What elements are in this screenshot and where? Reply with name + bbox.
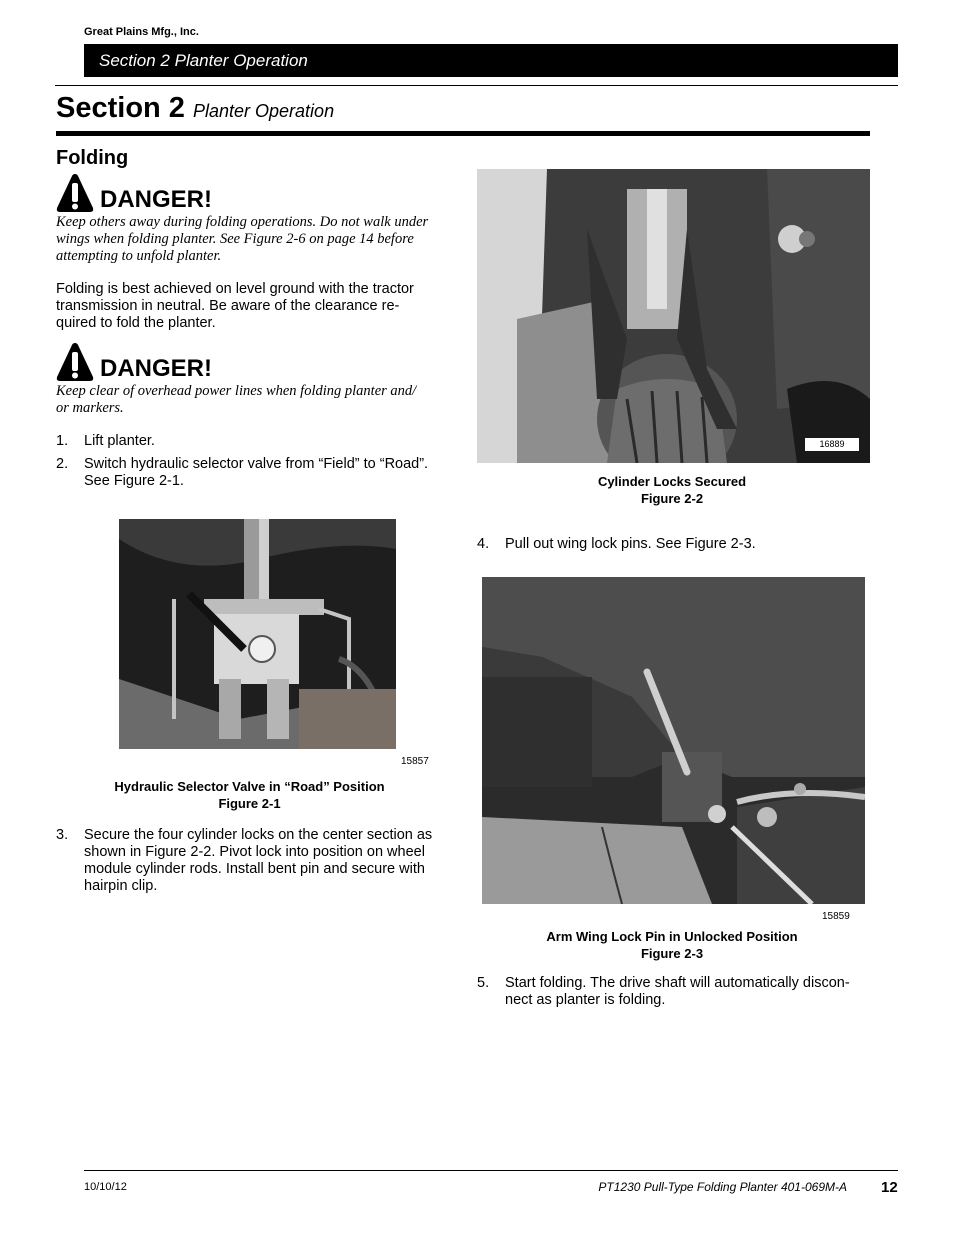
step-2: [56, 456, 456, 490]
paragraph-line: transmission in neutral. Be aware of the clearance re-: [56, 298, 400, 314]
footer-document-id: PT1230 Pull-Type Folding Planter 401-069M-A: [598, 1180, 847, 1194]
figure-2-1-photo: [119, 519, 396, 749]
step-5: [477, 975, 877, 1009]
figure-caption-label: Figure 2-2: [640, 491, 704, 506]
step-text-line: shown in Figure 2-2. Pivot lock into position on wheel: [84, 844, 425, 860]
warning-icon: [56, 173, 94, 213]
footer-date: 10/10/12: [84, 1181, 127, 1193]
step-text-line: module cylinder rods. Install bent pin and secure with: [84, 861, 425, 877]
figure-2-3-caption: [477, 928, 867, 962]
step-1: [56, 433, 456, 450]
page-title-main: Section 2: [56, 92, 185, 124]
danger-text-2: [56, 383, 448, 417]
danger-text-1-line: wings when folding planter. See Figure 2-6 on page 14 before: [56, 231, 414, 247]
danger-text-1-line: Keep others away during folding operations. Do not walk under: [56, 214, 429, 230]
danger-label-1: DANGER!: [100, 186, 212, 213]
folding-heading: Folding: [56, 147, 129, 169]
danger-text-2-line: or markers.: [56, 400, 124, 416]
paragraph-line: quired to fold the planter.: [56, 315, 216, 331]
danger-text-1-line: attempting to unfold planter.: [56, 248, 222, 264]
figure-caption-title: Cylinder Locks Secured: [597, 474, 747, 489]
danger-text-1: [56, 214, 448, 265]
header-rule: [55, 85, 898, 86]
title-rule: [56, 131, 870, 136]
company-name: Great Plains Mfg., Inc.: [84, 26, 199, 38]
step-number: 3.: [56, 827, 69, 843]
footer-rule: [84, 1170, 898, 1171]
step-text-line: Start folding. The drive shaft will automatically discon-: [505, 975, 850, 991]
figure-caption-label: Figure 2-3: [640, 946, 704, 961]
step-text: [84, 827, 432, 895]
step-text: [505, 975, 850, 1009]
step-text-line: nect as planter is folding.: [505, 992, 666, 1008]
figure-2-1-image-number: 15857: [401, 756, 429, 767]
step-text-line: Switch hydraulic selector valve from “Field” to “Road”.: [84, 456, 429, 472]
step-number: 4.: [477, 536, 490, 552]
figure-caption-title: Hydraulic Selector Valve in “Road” Position: [114, 779, 385, 794]
step-4: [477, 536, 877, 553]
figure-2-3-image-number: 15859: [822, 911, 850, 922]
danger-callout-1: [56, 173, 212, 213]
step-text-line: See Figure 2-1.: [84, 473, 184, 489]
figure-2-2-photo: [477, 169, 870, 463]
paragraph-line: Folding is best achieved on level ground with the tractor: [56, 281, 414, 297]
step-text: Lift planter.: [84, 433, 155, 449]
figure-2-2-image-number: 16889: [805, 438, 859, 451]
step-text: Pull out wing lock pins. See Figure 2-3.: [505, 536, 756, 552]
warning-icon: [56, 342, 94, 382]
danger-callout-2: [56, 342, 212, 382]
page-title: [56, 92, 334, 125]
step-3: [56, 827, 456, 895]
figure-2-2-caption: [477, 473, 867, 507]
step-text: [84, 456, 428, 490]
page-number: 12: [881, 1179, 898, 1196]
folding-paragraph: [56, 281, 448, 332]
step-text-line: hairpin clip.: [84, 878, 158, 894]
step-number: 1.: [56, 433, 69, 449]
figure-2-3-photo: [482, 577, 865, 904]
danger-label-2: DANGER!: [100, 355, 212, 382]
step-number: 2.: [56, 456, 69, 472]
page-title-sub: Planter Operation: [193, 101, 335, 121]
figure-caption-title: Arm Wing Lock Pin in Unlocked Position: [546, 929, 798, 944]
section-header-bar: Section 2 Planter Operation: [84, 44, 898, 77]
step-text-line: Secure the four cylinder locks on the center section as: [84, 827, 433, 843]
danger-text-2-line: Keep clear of overhead power lines when folding planter and/: [56, 383, 417, 399]
figure-2-1-caption: [56, 778, 443, 812]
step-number: 5.: [477, 975, 490, 991]
figure-caption-label: Figure 2-1: [218, 796, 281, 811]
